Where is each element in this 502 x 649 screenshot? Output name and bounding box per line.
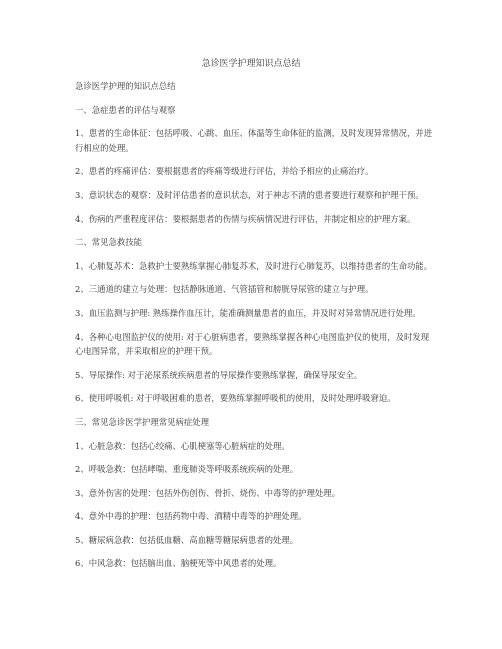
list-item: 6、使用呼吸机: 对于呼吸困难的患者，要熟练掌握呼吸机的使用，及时处理呼吸窘迫。: [75, 393, 396, 404]
intro-line: 急诊医学护理的知识点总结: [75, 81, 176, 91]
list-item: 4、各种心电图监护仪的使用: 对于心脏病患者，要熟练掌握各种心电图监护仪的使用，及时发现心电图异常，并采取相应的护理干预。: [75, 331, 430, 357]
list-item: 1、心肺复苏术：急救护士要熟练掌握心肺复苏术，及时进行心肺复苏，以维持患者的生命功能。: [75, 260, 433, 271]
list-item: 1、患者的生命体征：包括呼吸、心跳、血压、体温等生命体征的监测，及时发现异常情况，并进行相应的处理。: [75, 128, 433, 153]
list-item: 2、患者的疼痛评估：要根据患者的疼痛等级进行评估，并给予相应的止痛治疗。: [75, 166, 374, 177]
section-heading-2: 二、常见急救技能: [75, 237, 142, 248]
list-item: 5、糖尿病急救：包括低血糖、高血糖等糖尿病患者的处理。: [75, 534, 299, 545]
list-item: 4、伤病的严重程度评估：要根据患者的伤情与疾病情况进行评估，并制定相应的护理方案。: [75, 213, 416, 224]
document-body: [75, 79, 437, 571]
list-item: 3、意识状态的观察：及时评估患者的意识状态，对于神志不清的患者要进行观察和护理干预。: [75, 189, 424, 200]
document-title: 急诊医学护理知识点总结: [201, 59, 301, 69]
list-item: 3、血压监测与护理: 熟练操作血压计，能准确测量患者的血压，并及时对异常情况进行处理。: [75, 307, 421, 318]
list-item: 2、三通道的建立与处理：包括静脉通道、气管插管和膀胱导尿管的建立与护理。: [75, 284, 374, 295]
list-item: 1、心脏急救：包括心绞痛、心肌梗塞等心脏病症的处理。: [75, 440, 290, 451]
list-item: 6、中风急救：包括脑出血、脑梗死等中风患者的处理。: [75, 558, 282, 569]
list-item: 2、呼吸急救：包括哮喘、重度肺炎等呼吸系统疾病的处理。: [75, 464, 299, 475]
section-heading-1: 一、急症患者的评估与观察: [75, 104, 176, 115]
list-item: 3、意外伤害的处理：包括外伤创伤、骨折、烧伤、中毒等的护理处理。: [75, 487, 340, 498]
list-item: 4、意外中毒的护理：包括药物中毒、酒精中毒等的护理处理。: [75, 511, 307, 522]
section-heading-3: 三、常见急诊医学护理常见病症处理: [75, 416, 209, 427]
list-item: 5、导尿操作: 对于泌尿系统疾病患者的导尿操作要熟练掌握，确保导尿安全。: [75, 369, 363, 380]
